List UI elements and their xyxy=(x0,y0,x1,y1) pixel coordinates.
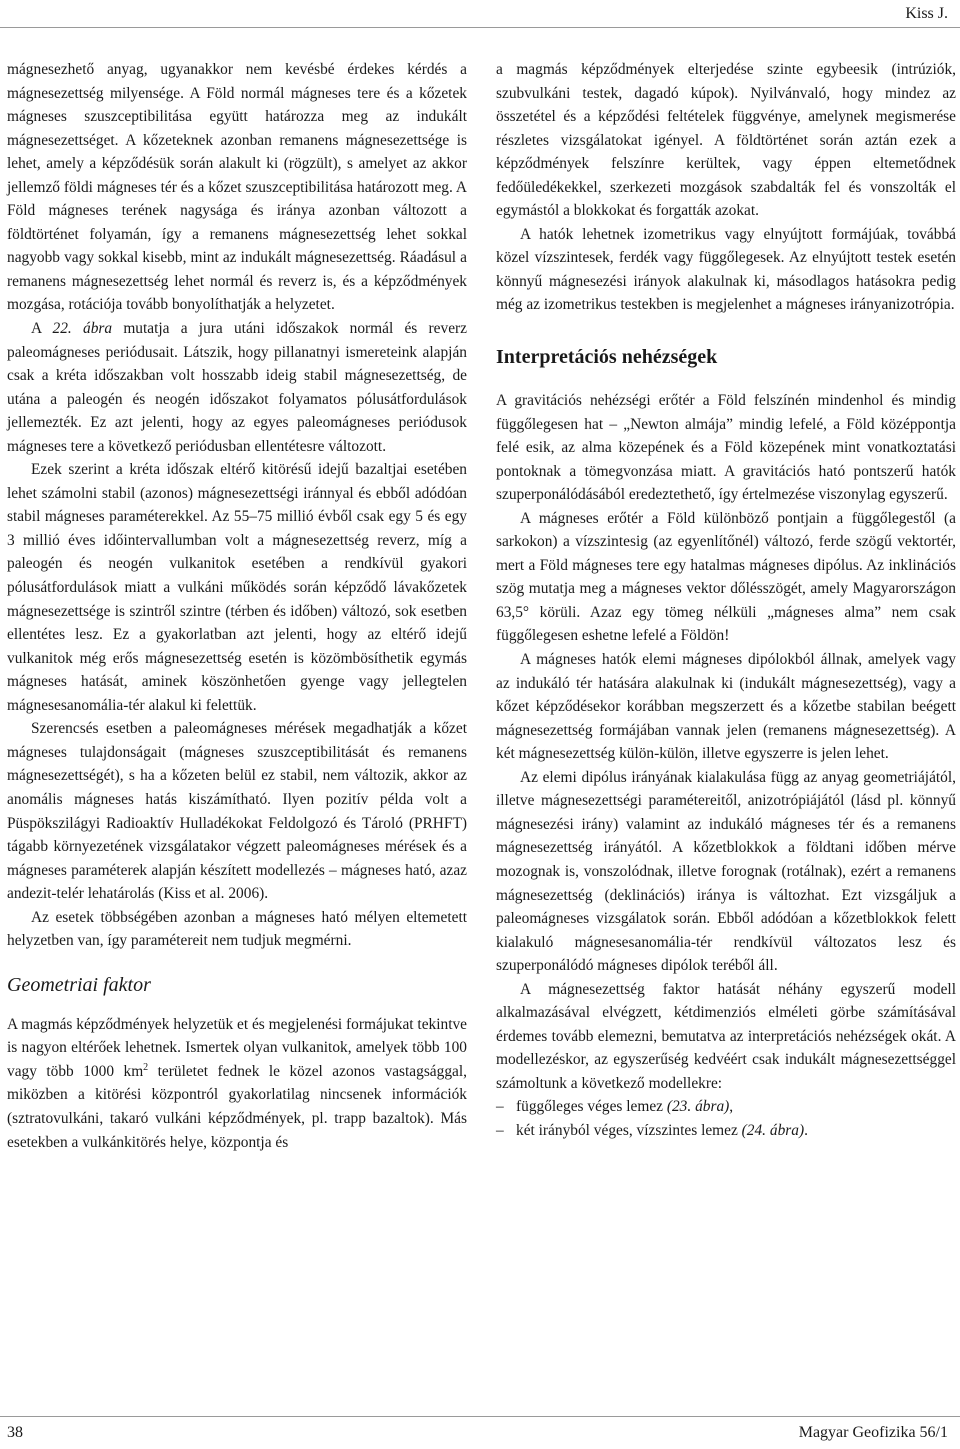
model-list xyxy=(496,1095,956,1142)
journal-name: Magyar Geofizika 56/1 xyxy=(798,1424,948,1441)
figure-reference-24: (24. ábra) xyxy=(741,1121,805,1139)
left-p2-start: A xyxy=(31,320,53,338)
section-heading-geometriai-faktor: Geometriai faktor xyxy=(7,973,151,996)
right-paragraph-6: Az elemi dipólus irányának kialakulása függ az anyag geometriájától, illetve mágnesezettségi paramétereitől, anizotrópiájától (lásd pl. könnyű mágnesezési irány) valamint az indukáló mágneses tér és a remanens mágnesezettség irányától. A kőzetblokkok a földtani időben mérve mozognak is, vonszolódnak, illetve forognak (rotálnak), ezért a remanens mágnesezettség (deklinációs) iránya is változhat. Ezt vizsgáljuk a paleomágneses vizsgálatok során. Ebből adódóan a kőzetblokkok felett kialakuló mágnesesanomália-tér rendkívül változatos lesz és szuperponálódó mágneses dipólok teréből áll. xyxy=(496,768,956,975)
left-paragraph-1: mágnesezhető anyag, ugyanakkor nem kevésbé érdekes kérdés a mágnesezettség milyensége. A Föld normál mágneses tere és a kőzetek mágneses szuszceptibilitása együtt határozza meg az indukált mágnesezettséget. A kőzeteknek azonban remanens mágnesezettsége is lehet, amely a képződésük során alakult ki (rögzült), s amelyet az akkor jellemző földi mágneses tér és a kőzet szuszceptibilitása határozott meg. A Föld mágneses terének nagysága és iránya azonban változott a földtörténet folyamán, így a remanens mágnesezettség lehet sokkal nagyobb vagy sokkal kisebb, mint az indukált mágnesezettség. Ráadásul a remanens mágnesezettség lehet normál és reverz is, és a képződmények mozgása, rotációja tovább bonyolíthatják a helyzetet. xyxy=(7,61,467,314)
left-paragraph-4: Szerencsés esetben a paleomágneses mérések megadhatják a kőzet mágneses tulajdonságait (mágneses szuszceptibilitását és remanens mágnesezettségét), s ha a kőzeten belül ez stabil, nem változik, akkor az anomális mágneses hatás kiszámítható. Ilyen pozitív példa volt a Püspökszilágyi Radioaktív Hulladékokat Feldolgozó és Tároló (PRHFT) tágabb környezetének vizsgálatakor végzett paleomágneses mérések és a mágneses paraméterek alapján készített modellezés – mágneses ható, azaz andezit-telér lehatárolás (Kiss et al. 2006). xyxy=(7,720,467,903)
left-p2-rest: mutatja a jura utáni időszakok normál és reverz paleomágneses periódusait. Látszik, hogy pillanatnyi ismereteink alapján csak a kréta időszakban volt hosszabb ideig stabil mágnesezettség, de utána a paleogén és neogén időszakot folyamatos pólusátfordulások jellemezték. Ez azt jelenti, hogy az egyes paleomágneses periódusok mágneses tere a következő periódusban ellentétesre változott. xyxy=(7,320,467,455)
running-header-author: Kiss J. xyxy=(905,5,948,22)
left-paragraph-3: Ezek szerint a kréta időszak eltérő kitörésű idejű bazaltjai esetében lehet számolni stabil (azonos) mágnesezettségi iránnyal és ebből adódóan stabil mágneses paraméterekkel. Az 55–75 millió évből csak egy 5 és egy 3 millió éves időintervallumban volt a mágnesezettség reverz, míg a paleogén és neogén vulkanitok esetében a rendkívül gyakori pólusátfordulások miatt a vulkáni működés során képződő lávakőzetek mágnesezettsége is szintről szintre (térben és időben) változó, sok esetben ellentétes lesz. Ez a gyakorlatban azt jelenti, hogy az eltérő idejű vulkanitok még erős mágnesezettség esetén is közömbösíthetik egymás mágneses hatását, aminek köszönhetően gyenge vagy jellegtelen mágnesesanomália-tér alakul ki felettük. xyxy=(7,461,467,714)
left-column xyxy=(7,58,467,1154)
list-item-text: két irányból véges, vízszintes lemez xyxy=(516,1121,742,1139)
right-paragraph-7: A mágnesezettség faktor hatását néhány egyszerű modell alkalmazásával elvégzett, kétdimenziós elméleti görbe számításával érdemes tovább elemezni, bemutatva az interpretációs nehézségek okát. A modellezéskor, az egyszerűség kedvéért csak indukált mágnesezettséggel számoltunk a következő modellekre: xyxy=(496,980,956,1092)
right-paragraph-5: A mágneses hatók elemi mágneses dipólokból állnak, amelyek vagy az indukáló tér hatására alakulnak ki (indukált mágnesezettség), vagy a kőzet képződésekor korábban megszerzett és a kőzetbe stabilan beégett mágnesezettség formájában vannak jelen (remanens mágnesezettség). A két mágnesezettség külön-külön, illetve egyszerre is jelen lehet. xyxy=(496,651,956,763)
list-item-punct: , xyxy=(729,1098,734,1116)
left-p6-rest: területet fednek le közel azonos vastagsággal, miközben a kitörési központról gyakorlatilag nincsenek információk (sztratovulkáni, takaró vulkáni képződmények, pl. trapp bazaltok). Más esetekben a vulkánkitörés helye, központja és xyxy=(7,1062,467,1151)
left-paragraph-6 xyxy=(7,1013,467,1154)
section-heading-interpretacios-nehezsegek: Interpretációs nehézségek xyxy=(496,346,718,369)
superscript-2: 2 xyxy=(143,1061,149,1073)
list-item-text: függőleges véges lemez xyxy=(516,1098,667,1116)
list-item-punct: . xyxy=(804,1121,808,1139)
left-paragraph-5: Az esetek többségében azonban a mágneses ható mélyen eltemetett helyzetben van, így paramétereit nem tudjuk megmérni. xyxy=(7,908,467,950)
figure-reference-22: 22. ábra xyxy=(52,320,113,338)
left-paragraph-2 xyxy=(7,317,467,458)
right-paragraph-4: A mágneses erőtér a Föld különböző pontjain a függőlegestől (a sarkokon) a vízszintesig (az egyenlítőnél) változó, ferde szögű vektortér, mert a Föld mágneses tere egy hatalmas mágneses dipólus. Az inklinációs szög mutatja meg a mágneses vektor dőlésszögét, amely Magyarországon 63,5° körüli. Azaz egy tömeg nélküli „mágneses alma” nem csak függőlegesen eshetne lefelé a Földön! xyxy=(496,509,956,645)
right-paragraph-3: A gravitációs nehézségi erőtér a Föld felszínén mindenhol és mindig függőlegesen hat – „Newton almája” mindig lefelé, a Föld középpontja felé esik, az alma közepének és a Föld közepének mint vonatkoztatási pontoknak a tömegvonzása miatt. A gravitációs ható pontszerű hatók szuperponálódásából eredeztethető, így értelmezése viszonylag egyszerű. xyxy=(496,392,956,504)
figure-reference-23: (23. ábra) xyxy=(666,1098,730,1116)
right-column xyxy=(496,58,956,1143)
footer-rule xyxy=(0,1416,960,1417)
header-rule xyxy=(0,27,960,28)
right-paragraph-2: A hatók lehetnek izometrikus vagy elnyújtott formájúak, továbbá közel vízszintesek, ferdék vagy függőlegesek. Az elnyújtott testek esetén könnyű mágnesezési irányok alakulnak ki, másodlagos hatásokra pedig még az izometrikus testekben is megjelenhet a mágneses irányanizotrópia. xyxy=(496,225,956,314)
left-p6-start: A magmás képződmények helyzetük et és megjelenési formájukat tekintve is nagyon eltérőek lehetnek. Ismertek olyan vulkanitok, amelyek több 100 vagy több 1000 km xyxy=(7,1015,467,1080)
right-paragraph-1: a magmás képződmények elterjedése szinte egybeesik (intrúziók, szubvulkáni testek, dagadó kúpok). Nyilvánvaló, hogy mindez az összetétel és a képződési feltételek függvénye, amelynek megismerése részletes vizsgálatokat igényel. A földtörténet során aztán ezek a képződmények felszínre kerültek, vagy éppen eltemetődnek fedőüledékekkel, szerkezeti mozgások szabdalták fel és vonszolták el egymástól a blokkokat és forgatták azokat. xyxy=(496,61,956,220)
list-item xyxy=(496,1119,956,1143)
list-item xyxy=(496,1095,956,1119)
page-number: 38 xyxy=(7,1424,23,1441)
